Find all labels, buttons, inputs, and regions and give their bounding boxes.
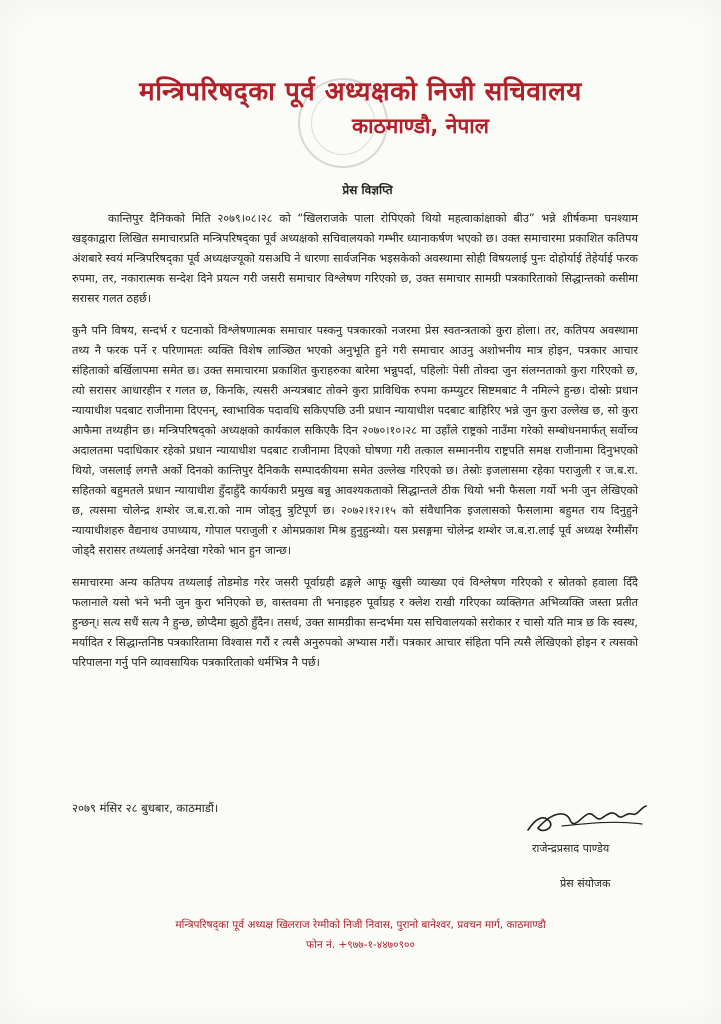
letterhead-location: काठमाण्डौ, नेपाल [352,114,489,138]
paragraph-2: कुनै पनि विषय, सन्दर्भ र घटनाको विश्लेषणात्मक समाचार पस्कनु पत्रकारको नजरमा प्रेस स्वतन्त्रताको कुरा होला। तर, कतिपय अवस्थामा तथ्य नै फरक पर्ने र परिणामतः व्यक्ति विशेष लाञ्छित भएको अनुभूति हुने गरी समाचार आउनु अशोभनीय मात्र होइन, पत्रकार आचार संहिताको बर्खिलापमा समेत छ। उक्त समाचारमा प्रकाशित कुराहरुका बारेमा भन्नुपर्दा, पहिलोः पेसी तोक्दा जुन संलग्नताको कुरा गरिएको छ, त्यो सरासर आधारहीन र गलत छ, किनकि, त्यसरी अन्यत्रबाट तोक्ने कुरा प्राविधिक रुपमा कम्प्युटर सिष्टमबाट नै नमिल्ने हुन्छ। दोस्रोः प्रधान न्यायाधीश पदबाट राजीनामा दिएनन्, स्वाभाविक पदावधि सकिएपछि उनी प्रधान न्यायाधीश पदबाट बाहिरिए भन्ने जुन कुरा उल्लेख छ, सो कुरा आफैमा तथ्यहीन छ। मन्त्रिपरिषद्को अध्यक्षको कार्यकाल सकिएकै दिन २०७०।१०।२८ मा उहाँले राष्ट्रको नाउँमा गरेको सम्बोधनमार्फत् सर्वोच्च अदालतमा पदाधिकार रहेको प्रधान न्यायाधीश पदबाट राजीनामा दिएको घोषणा गरी तत्काल सम्माननीय राष्ट्रपति समक्ष राजीनामा दिनुभएको थियो, जसलाई लगत्तै अर्को दिनको कान्तिपुर दैनिककै सम्पादकीयमा समेत उल्लेख गरिएको छ। तेस्रोः इजलासमा रहेका पराजुली र ज.ब.रा. सहितको बहुमतले प्रधान न्यायाधीश हुँदाहुँदै कार्यकारी प्रमुख बन्नु आवश्यकताको सिद्धान्तले ठीक थियो भनी फैसला गर्यो भनी जुन लेखिएको छ, त्यसमा चोलेन्द्र शम्शेर ज.ब.रा.को नाम जोड्नु त्रुटिपूर्ण छ। २०७२।१२।१५ को संवैधानिक इजलासको फैसलामा बहुमत राय दिनुहुने न्यायाधीशहरु वैद्यनाथ उपाध्याय, गोपाल पराजुली र ओमप्रकाश मिश्र हुनुहुन्थ्यो। यस प्रसङ्गमा चोलेन्द्र शम्शेर ज.ब.रा.लाई पूर्व अध्यक्ष रेग्मीसँग जोड्दै सरासर तथ्यलाई अनदेखा गरेको भान हुन जान्छ। [72,324,638,557]
footer-address: मन्त्रिपरिषद्का पूर्व अध्यक्ष खिलराज रेग्मीको निजी निवास, पुरानो बानेश्वर, प्रवचन मार्ग, काठमाण्डौ [175,919,546,931]
date-line: २०७९ मंसिर २८ बुधबार, काठमाडौं। [72,801,219,815]
document-body [72,209,638,685]
signatory-title: प्रेस संयोजक [560,877,611,890]
handwritten-signature [522,800,652,840]
paragraph-1: कान्तिपुर दैनिकको मिति २०७९।०८।२८ को “खिलराजके पाला रोपिएको थियो महत्वाकांक्षाको बीउ” भन्ने शीर्षकमा घनश्याम खड्काद्वारा लिखित समाचारप्रति मन्त्रिपरिषद्का पूर्व अध्यक्षको सचिवालयको गम्भीर ध्यानाकर्षण भएको छ। उक्त समाचारमा प्रकाशित कतिपय अंशबारे स्वयं मन्त्रिपरिषद्का पूर्व अध्यक्षज्यूको यसअघि ने धारणा सार्वजनिक भइसकेको अवस्थामा सोही विषयलाई पुनः दोहोर्याई तेहेर्याई फरक रुपमा, तर, नकारात्मक सन्देश दिने प्रयत्न गरी जसरी समाचार विश्लेषण गरिएको छ, उक्त समाचार सामग्री पत्रकारिताको सिद्धान्तको कसीमा सरासर गलत ठहर्छ। [72,212,638,305]
document-heading: प्रेस विज्ञप्ति [342,183,393,197]
signatory-name: राजेन्द्रप्रसाद पाण्डेय [532,842,610,855]
paragraph-3: समाचारमा अन्य कतिपय तथ्यलाई तोडमोड गरेर जसरी पूर्वाग्रही ढङ्गले आफू खुसी व्याख्या एवं विश्लेषण गरिएको र स्रोतको हवाला दिँदै फलानाले यसो भने भनी जुन कुरा भनिएको छ, वास्तवमा ती भनाइहरु पूर्वाग्रह र क्लेश राखी गरिएका व्यक्तिगत अभिव्यक्ति जस्ता प्रतीत हुन्छन्। सत्य सधैं सत्य नै हुन्छ, छोप्दैमा झुठो हुँदैन। तसर्थ, उक्त सामग्रीका सन्दर्भमा यस सचिवालयको सरोकार र चासो यति मात्र छ कि स्वस्थ, मर्यादित र सिद्धान्तनिष्ठ पत्रकारितामा विश्वास गरौं र त्यसै अनुरुपको अभ्यास गरौं। पत्रकार आचार संहिता पनि त्यसै लेखिएको होइन र त्यसको परिपालना गर्नु पनि व्यावसायिक पत्रकारिताको धर्मभित्र नै पर्छ। [72,576,638,669]
footer-phone: फोन नं. +९७७-१-४४७०९०० [306,939,415,951]
letterhead-title: मन्त्रिपरिषद्का पूर्व अध्यक्षको निजी सचिवालय [139,77,582,107]
